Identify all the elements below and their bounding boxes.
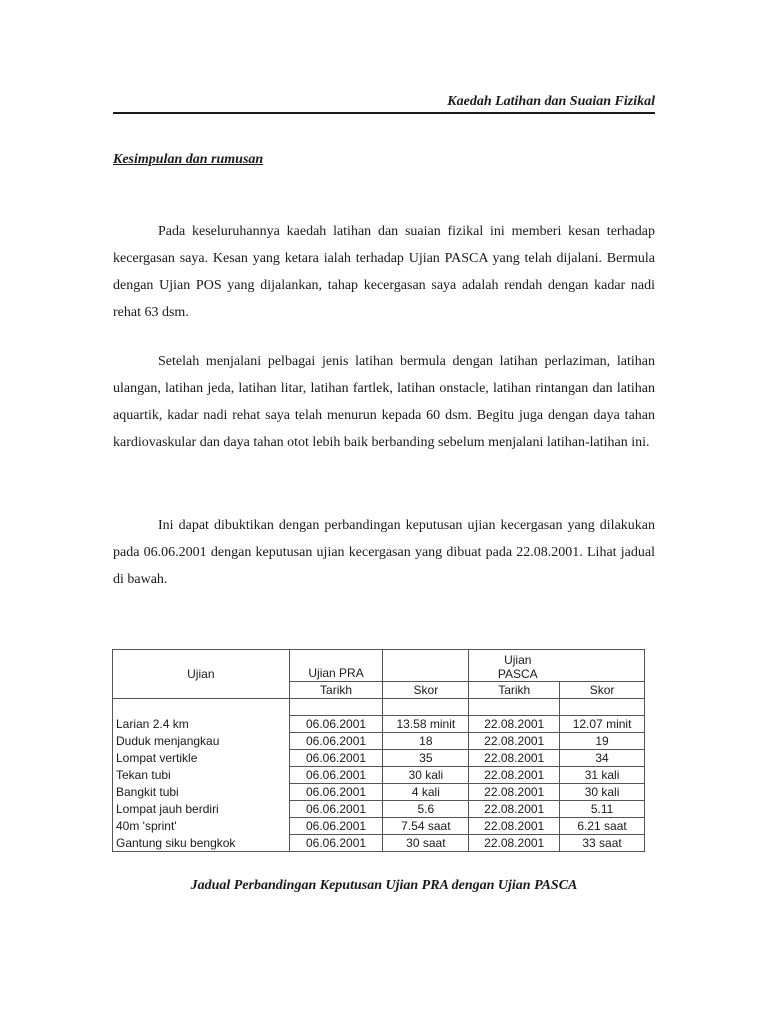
table-row <box>113 767 645 784</box>
row-pra-skor: 4 kali <box>383 784 469 801</box>
table-row <box>113 716 645 733</box>
row-pra-tarikh: 06.06.2001 <box>289 801 383 818</box>
table-caption: Jadual Perbandingan Keputusan Ujian PRA dengan Ujian PASCA <box>190 878 578 893</box>
row-pra-tarikh: 06.06.2001 <box>289 716 383 733</box>
subheader-pra-skor: Skor <box>383 682 469 699</box>
row-pasca-tarikh: 22.08.2001 <box>469 801 560 818</box>
row-pasca-tarikh: 22.08.2001 <box>469 750 560 767</box>
section-heading: Kesimpulan dan rumusan <box>113 152 264 167</box>
paragraph-2: Setelah menjalani pelbagai jenis latihan bermula dengan latihan perlaziman, latihan ulangan, latihan jeda, latihan litar, latihan fartlek, latihan onstacle, latihan rintangan dan latihan aquartik, kadar nadi rehat saya telah menurun kepada 60 dsm. Begitu juga dengan daya tahan kardiovaskular dan daya tahan otot lebih baik berbanding sebelum menjalani latihan-latihan ini. <box>113 354 655 450</box>
table-row <box>113 784 645 801</box>
table-row <box>113 750 645 767</box>
subheader-pra-tarikh: Tarikh <box>289 682 383 699</box>
row-pasca-tarikh: 22.08.2001 <box>469 716 560 733</box>
row-ujian: Lompat jauh berdiri <box>113 801 290 818</box>
row-pasca-tarikh: 22.08.2001 <box>469 767 560 784</box>
row-pasca-skor: 19 <box>560 733 645 750</box>
table-row <box>113 801 645 818</box>
row-pasca-skor: 34 <box>560 750 645 767</box>
paragraph-1: Pada keseluruhannya kaedah latihan dan suaian fizikal ini memberi kesan terhadap kecergasan saya. Kesan yang ketara ialah terhadap Ujian PASCA yang telah dijalani. Bermula dengan Ujian POS yang dijalankan, tahap kecergasan saya adalah rendah dengan kadar nadi rehat 63 dsm. <box>113 224 655 320</box>
row-pasca-skor: 12.07 minit <box>560 716 645 733</box>
header-ujian-pasca-line2: PASCA <box>497 667 538 681</box>
row-ujian: Bangkit tubi <box>113 784 290 801</box>
row-ujian: Duduk menjangkau <box>113 733 290 750</box>
row-pra-skor: 5.6 <box>383 801 469 818</box>
header-ujian-pra: Ujian PRA <box>289 650 383 682</box>
row-pra-skor: 30 saat <box>383 835 469 852</box>
row-pasca-skor: 31 kali <box>560 767 645 784</box>
row-pra-skor: 30 kali <box>383 767 469 784</box>
row-pra-tarikh: 06.06.2001 <box>289 818 383 835</box>
row-ujian: Tekan tubi <box>113 767 290 784</box>
row-pra-skor: 18 <box>383 733 469 750</box>
row-pasca-skor: 33 saat <box>560 835 645 852</box>
row-pra-tarikh: 06.06.2001 <box>289 767 383 784</box>
row-pasca-skor: 30 kali <box>560 784 645 801</box>
row-pasca-skor: 6.21 saat <box>560 818 645 835</box>
header-ujian: Ujian <box>113 650 290 699</box>
row-pra-tarikh: 06.06.2001 <box>289 835 383 852</box>
row-ujian: Gantung siku bengkok <box>113 835 290 852</box>
header-ujian-pasca-line1: Ujian <box>504 653 532 667</box>
row-pra-skor: 35 <box>383 750 469 767</box>
table-header-row <box>113 650 645 682</box>
row-pra-skor: 13.58 minit <box>383 716 469 733</box>
row-pasca-tarikh: 22.08.2001 <box>469 784 560 801</box>
row-pra-tarikh: 06.06.2001 <box>289 750 383 767</box>
row-pasca-tarikh: 22.08.2001 <box>469 835 560 852</box>
row-ujian: 40m 'sprint' <box>113 818 290 835</box>
results-table <box>112 649 645 852</box>
table-row <box>113 835 645 852</box>
row-pra-tarikh: 06.06.2001 <box>289 733 383 750</box>
header-ujian-pasca <box>469 650 645 682</box>
row-pasca-tarikh: 22.08.2001 <box>469 818 560 835</box>
row-pra-skor: 7.54 saat <box>383 818 469 835</box>
table-spacer-row <box>113 699 645 716</box>
table-row <box>113 733 645 750</box>
row-ujian: Lompat vertikle <box>113 750 290 767</box>
row-ujian: Larian 2.4 km <box>113 716 290 733</box>
row-pra-tarikh: 06.06.2001 <box>289 784 383 801</box>
paragraph-3: Ini dapat dibuktikan dengan perbandingan keputusan ujian kecergasan yang dilakukan pada 06.06.2001 dengan keputusan ujian kecergasan yang dibuat pada 22.08.2001. Lihat jadual di bawah. <box>113 518 655 587</box>
table-row <box>113 818 645 835</box>
row-pasca-tarikh: 22.08.2001 <box>469 733 560 750</box>
header-divider <box>113 112 655 114</box>
subheader-pasca-skor: Skor <box>560 682 645 699</box>
subheader-pasca-tarikh: Tarikh <box>469 682 560 699</box>
running-header: Kaedah Latihan dan Suaian Fizikal <box>447 94 655 109</box>
row-pasca-skor: 5.11 <box>560 801 645 818</box>
header-empty <box>383 650 469 682</box>
